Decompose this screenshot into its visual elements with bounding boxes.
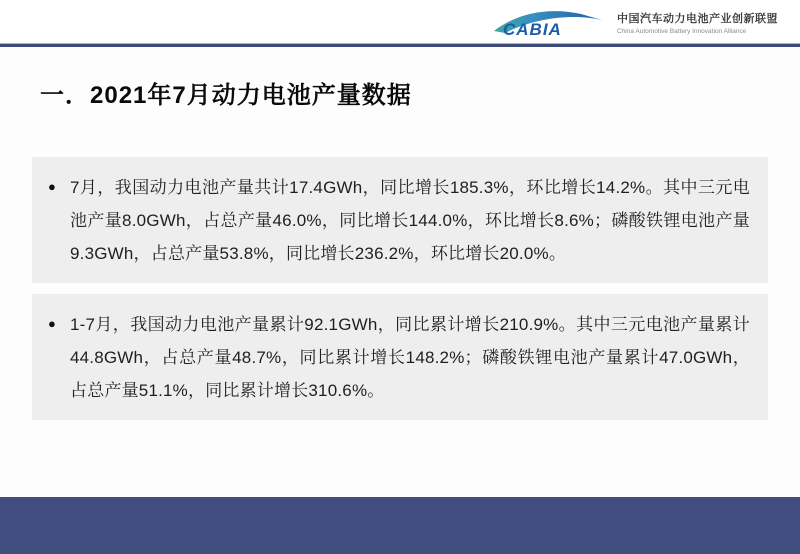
- bullet-box-july: [32, 157, 768, 283]
- bullet-text-jan-july: 1-7月，我国动力电池产量累计92.1GWh，同比累计增长210.9%。其中三元电池产量累计44.8GWh，占总产量48.7%，同比累计增长148.2%；磷酸铁锂电池产量累计47.0GWh，占总产量51.1%，同比累计增长310.6%。: [70, 315, 750, 400]
- content-area: [0, 157, 800, 420]
- cabia-logo: [491, 5, 778, 39]
- header: [0, 0, 800, 43]
- bullet-marker: ●: [48, 316, 56, 331]
- logo-name-en: China Automotive Battery Innovation Alliance: [617, 27, 747, 35]
- page-title: 一．2021年7月动力电池产量数据: [40, 82, 412, 109]
- logo-name-zh: 中国汽车动力电池产业创新联盟: [617, 12, 778, 25]
- cabia-acronym: CABIA: [503, 20, 562, 39]
- bullet-marker: ●: [48, 179, 56, 194]
- header-divider: [0, 43, 800, 47]
- footer-bar: [0, 497, 800, 554]
- cabia-swoosh-icon: [491, 5, 609, 39]
- bullet-text-july: 7月，我国动力电池产量共计17.4GWh，同比增长185.3%，环比增长14.2%。其中三元电池产量8.0GWh，占总产量46.0%，同比增长144.0%，环比增长8.6%；磷酸铁锂电池产量9.3GWh，占总产量53.8%，同比增长236.2%，环比增长20.0%。: [70, 178, 750, 263]
- logo-names: [617, 10, 778, 35]
- bullet-box-jan-july: [32, 294, 768, 420]
